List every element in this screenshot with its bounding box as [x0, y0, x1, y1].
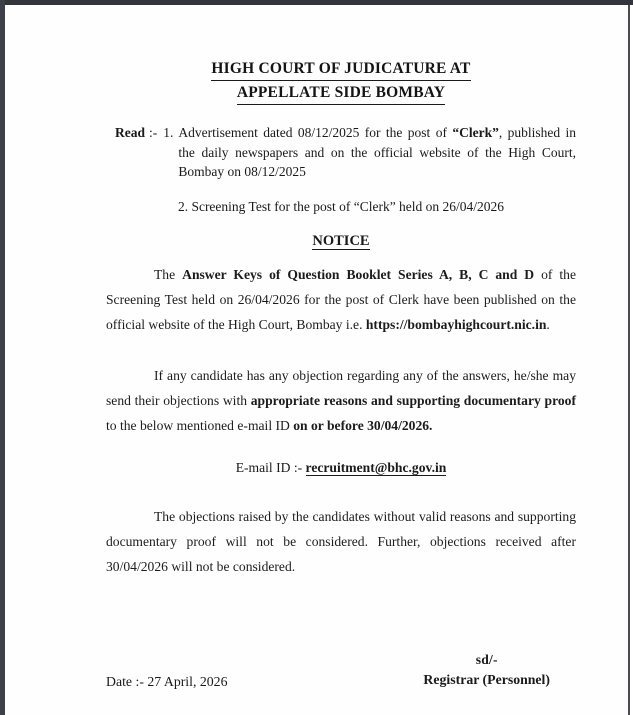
document-footer	[106, 650, 576, 690]
read-item-1-pre: Advertisement dated 08/12/2025 for the post of	[178, 125, 453, 140]
notice-heading	[106, 233, 576, 250]
signature-block	[423, 650, 576, 690]
para2-bold-deadline: on or before 30/04/2026.	[293, 418, 433, 433]
heading-line-1: HIGH COURT OF JUDICATURE AT	[211, 58, 470, 81]
read-item-1-number: 1.	[163, 125, 174, 140]
viewer-right-edge	[628, 5, 630, 715]
document-page	[5, 5, 628, 715]
document-body	[106, 5, 576, 579]
paragraph-answer-keys	[106, 262, 576, 337]
read-item-2	[106, 197, 576, 217]
footer-date: Date :- 27 April, 2026	[106, 674, 228, 689]
signature-mark: sd/-	[475, 652, 498, 667]
email-label: E-mail ID :-	[235, 460, 306, 475]
read-item-2-text: 2. Screening Test for the post of “Clerk” held on 26/04/2026	[177, 198, 505, 214]
read-colon: :-	[149, 125, 158, 140]
para2-bold-reasons: appropriate reasons and supporting documentary proof	[250, 393, 576, 408]
notice-heading-text: NOTICE	[312, 233, 370, 249]
website-url[interactable]: https://bombayhighcourt.nic.in	[365, 317, 547, 332]
read-item-1-text	[178, 123, 576, 182]
read-item-1	[106, 123, 576, 182]
para1-part3: .	[546, 317, 550, 332]
para2-part2: to the below mentioned e-mail ID	[106, 418, 294, 433]
heading-line-2: APPELLATE SIDE BOMBAY	[237, 82, 445, 105]
para2-part1: If any candidate has any objection regarding any of the answers, he/she may send their objections with	[106, 368, 576, 408]
para1-part2: of the Screening Test held on 26/04/2026 for the post of Clerk have been published on the official website of the High Court, Bombay i.e.	[106, 267, 576, 332]
email-address[interactable]: recruitment@bhc.gov.in	[305, 460, 447, 475]
paragraph-invalid-objections: The objections raised by the candidates without valid reasons and supporting documentary proof will not be considered. Further, objections received after 30/04/2026 will not be considered.	[106, 509, 576, 574]
paragraph-objection-procedure	[106, 363, 576, 438]
email-line	[106, 460, 576, 476]
document-heading	[106, 58, 576, 105]
read-item-1-post-bold: “Clerk”	[452, 125, 499, 140]
read-reference-block	[106, 123, 576, 216]
read-label: Read	[115, 125, 145, 140]
signatory-designation: Registrar (Personnel)	[423, 672, 550, 687]
para1-bold-series: Answer Keys of Question Booklet Series A, B, C and D	[182, 267, 535, 282]
para1-part1: The	[154, 267, 183, 282]
read-item-1-post: , published in the daily newspapers and on the official website of the High Court, Bombay on 08/12/2025	[178, 125, 577, 179]
